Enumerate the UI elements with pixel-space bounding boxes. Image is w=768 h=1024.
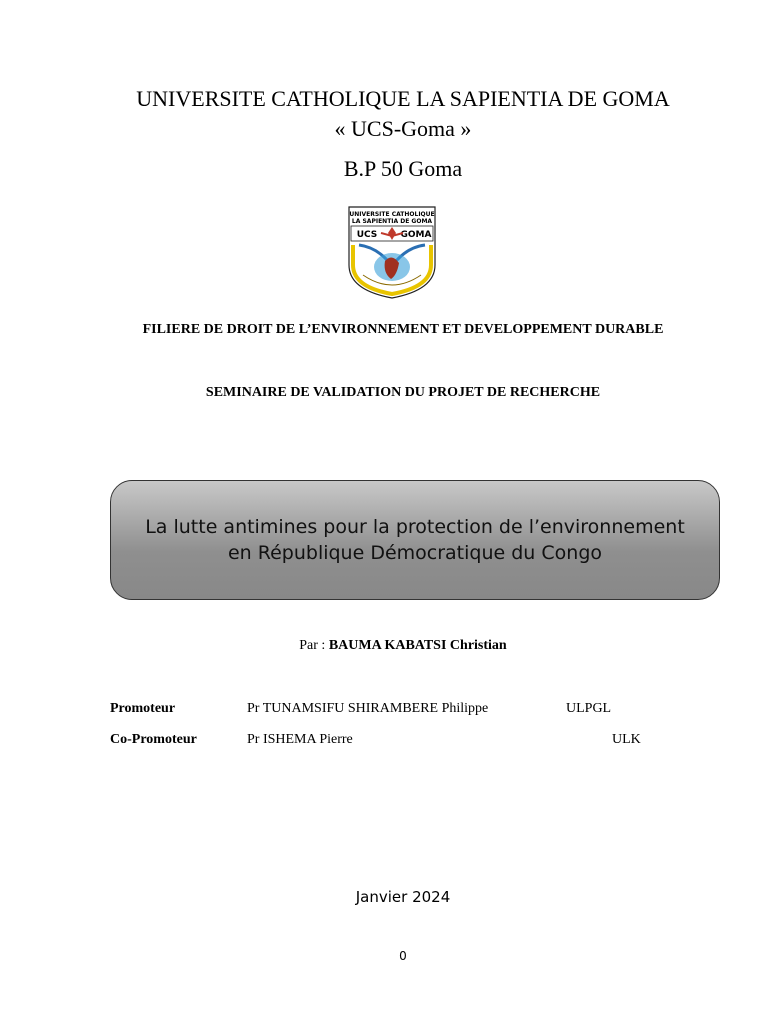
copromoteur-name: Pr ISHEMA Pierre bbox=[247, 732, 353, 747]
logo-line1: UNIVERSITE CATHOLIQUE bbox=[349, 211, 435, 218]
university-acronym: « UCS-Goma » bbox=[334, 116, 472, 141]
promoteur-name: Pr TUNAMSIFU SHIRAMBERE Philippe bbox=[247, 701, 489, 716]
promoteur-institution: ULPGL bbox=[566, 701, 612, 716]
university-name: UNIVERSITE CATHOLIQUE LA SAPIENTIA DE GOMA bbox=[136, 86, 670, 111]
logo-goma: GOMA bbox=[400, 230, 432, 240]
copromoteur-institution: ULK bbox=[612, 732, 641, 747]
thesis-title: La lutte antimines pour la protection de l’environnement en République Démocratique du Congo bbox=[145, 516, 685, 564]
copromoteur-label: Co-Promoteur bbox=[110, 732, 197, 747]
program-name: FILIERE DE DROIT DE L’ENVIRONNEMENT ET DEVELOPPEMENT DURABLE bbox=[142, 322, 664, 337]
university-logo bbox=[347, 205, 437, 300]
author-line bbox=[19, 638, 768, 654]
logo-ucs: UCS bbox=[356, 230, 378, 240]
author-prefix: Par : bbox=[299, 638, 329, 653]
promoteur-label: Promoteur bbox=[110, 701, 176, 716]
author-name: BAUMA KABATSI Christian bbox=[328, 638, 507, 653]
thesis-title-box bbox=[110, 480, 720, 600]
seminar-title: SEMINAIRE DE VALIDATION DU PROJET DE RECHERCHE bbox=[205, 385, 601, 400]
page-number: 0 bbox=[399, 949, 407, 963]
logo-line2: LA SAPIENTIA DE GOMA bbox=[351, 218, 433, 225]
document-date: Janvier 2024 bbox=[355, 888, 451, 906]
postal-address: B.P 50 Goma bbox=[343, 156, 463, 181]
